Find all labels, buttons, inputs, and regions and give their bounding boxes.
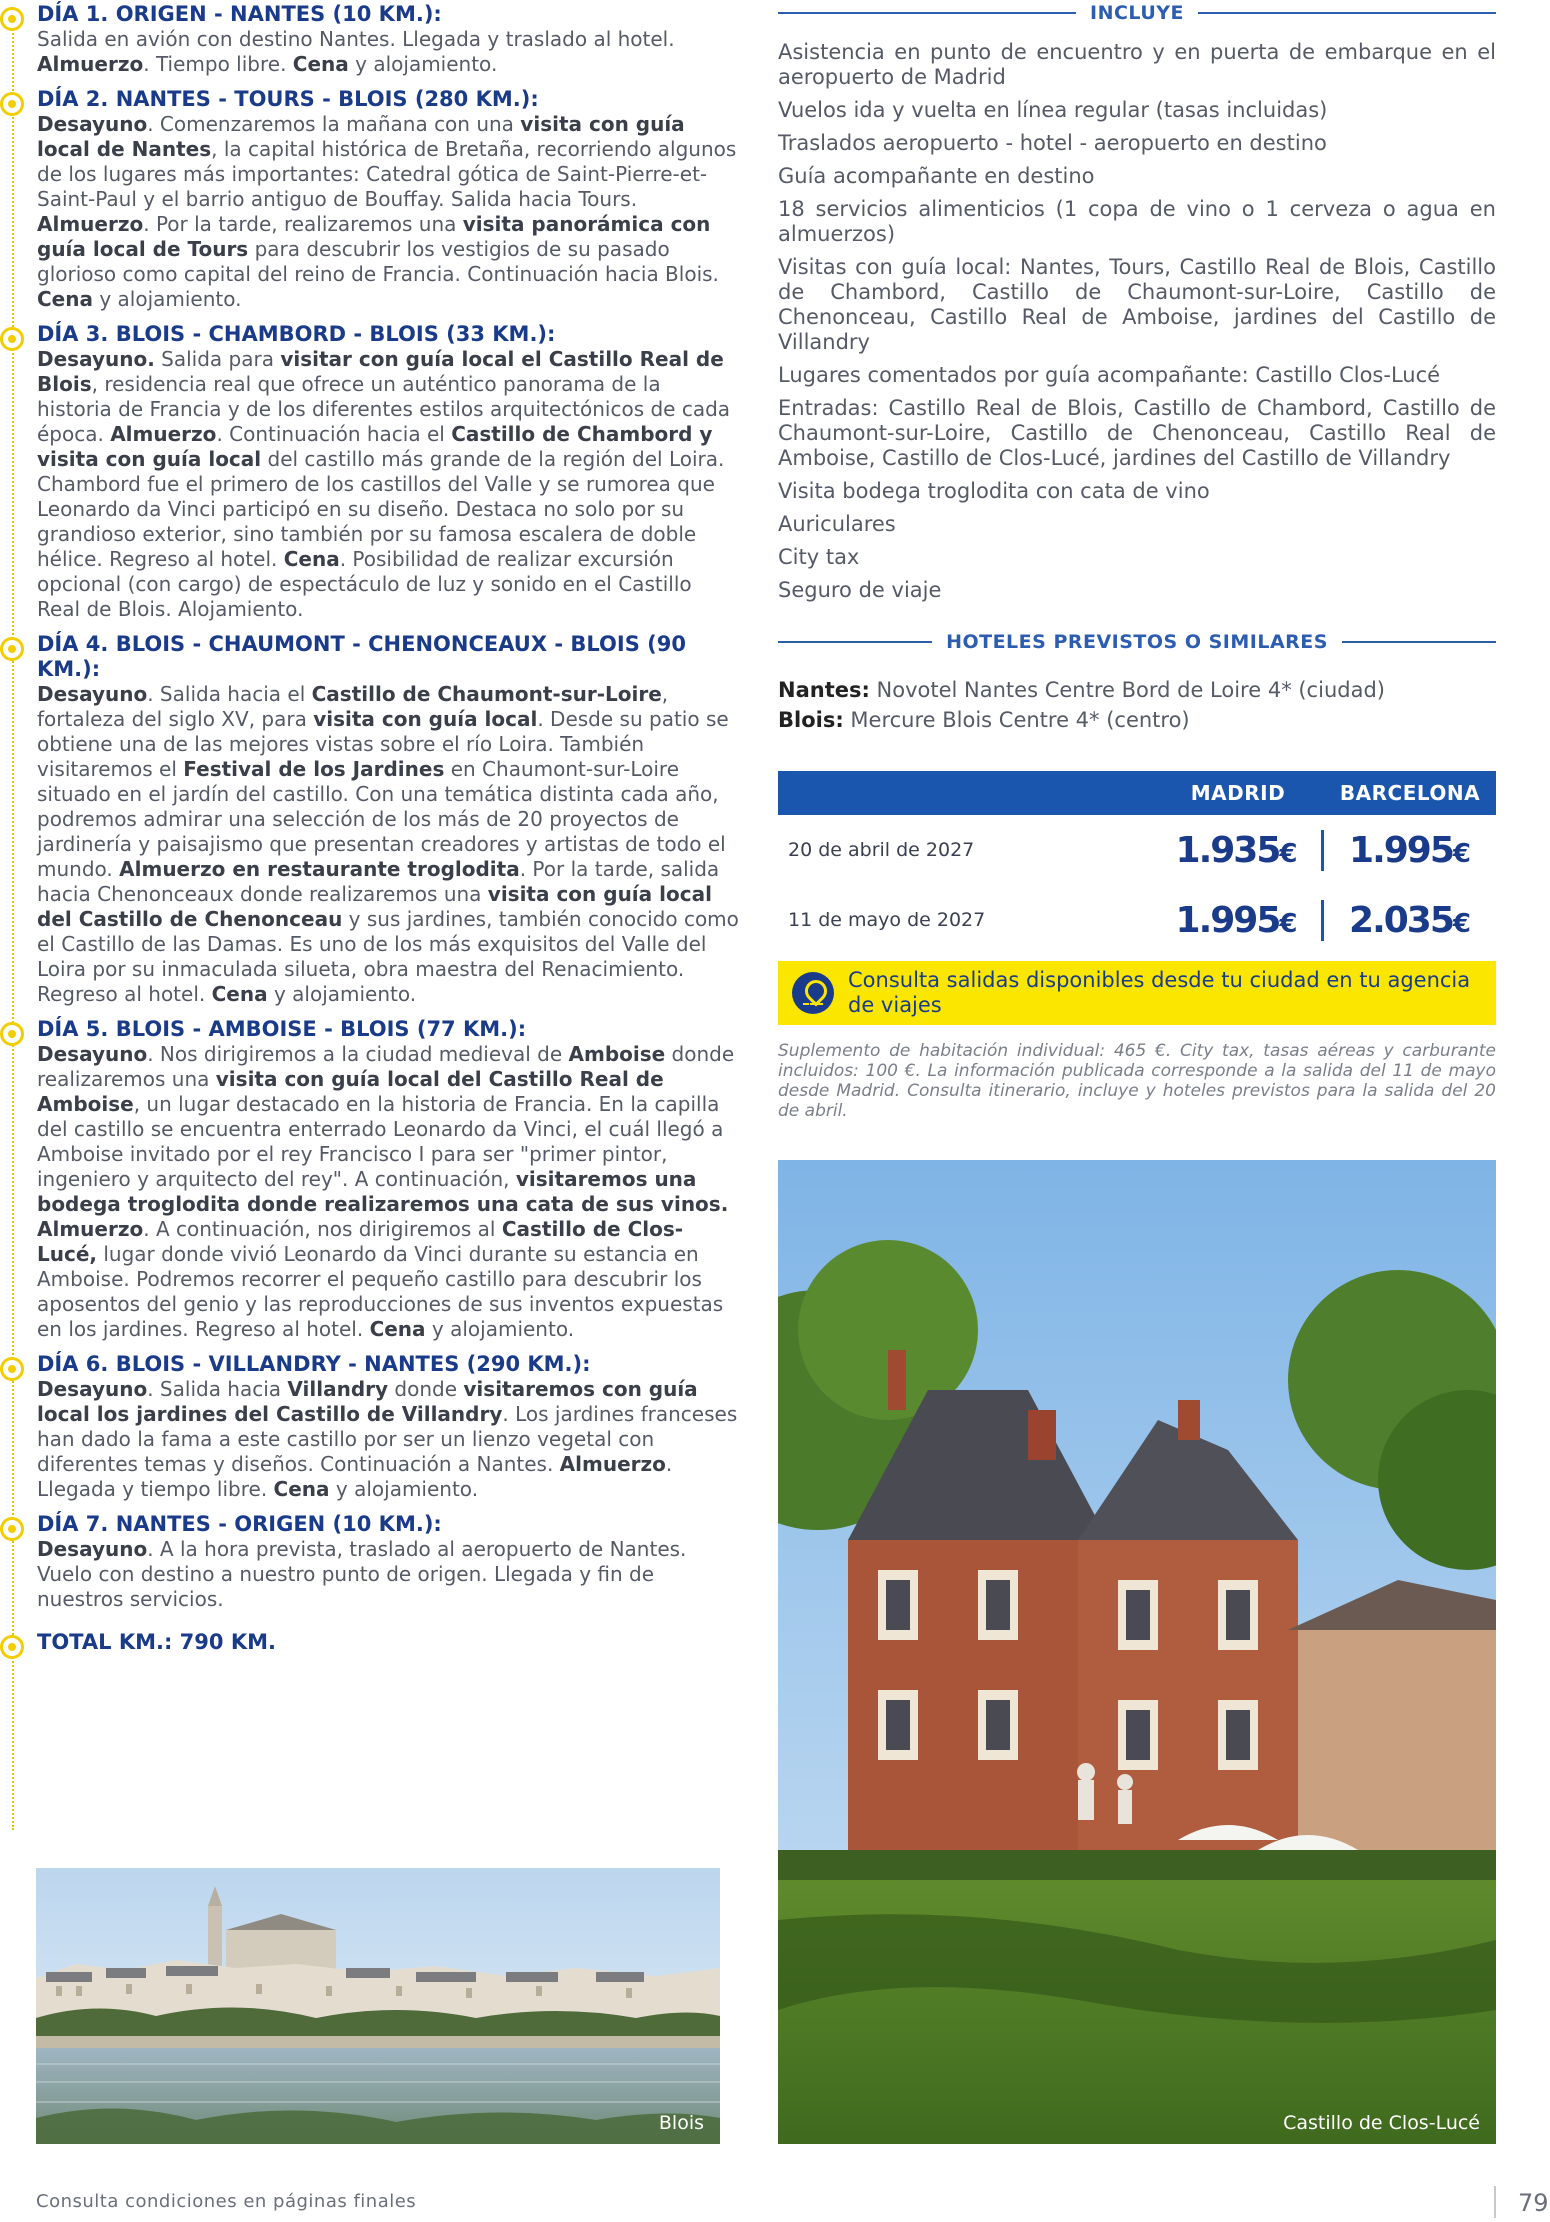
body-text: . A la hora prevista, traslado al aeropuerto de Nantes. Vuelo con destino a nuestro punto de origen. Llegada y fin de nuestros servicios.	[37, 1537, 687, 1611]
body-text: , fortaleza del siglo XV, para	[37, 682, 669, 731]
highlight-text: visita con guía local del Castillo Real de Amboise	[37, 1067, 664, 1116]
hotels-header	[778, 629, 1496, 655]
currency-symbol: €	[1279, 838, 1298, 869]
body-text: , residencia real que ofrece un auténtico panorama de la historia de Francia y de los diferentes estilos arquitectónicos de cada época.	[37, 372, 731, 446]
body-text: en Chaumont-sur-Loire situado en el jardín del castillo. Con una temática distinta cada año, podremos admirar una selección de los más de 20 proyectos de jardinería y paisajismo que presentan creadores y artistas de todo el mundo.	[37, 757, 726, 881]
price-madrid	[1152, 830, 1324, 871]
price-row	[778, 885, 1496, 955]
highlight-text: Castillo de Chambord y visita con guía local	[37, 422, 713, 471]
day-title: DÍA 4. BLOIS - CHAUMONT - CHENONCEAUX - BLOIS (90 KM.):	[37, 632, 686, 681]
body-text: Salida en avión con destino Nantes. Llegada y traslado al hotel.	[37, 27, 675, 51]
highlight-text: Festival de los Jardines	[183, 757, 445, 781]
highlight-text: visita con guía local	[313, 707, 538, 731]
hotel-city: Blois:	[778, 708, 844, 732]
itinerary-day	[0, 322, 740, 622]
highlight-text: Almuerzo	[37, 1217, 144, 1241]
day-description	[37, 1377, 740, 1502]
highlight-text: Cena	[211, 982, 268, 1006]
itinerary-day	[0, 1512, 740, 1612]
price-col-barcelona: BARCELONA	[1339, 781, 1481, 805]
itinerary-day	[0, 2, 740, 77]
timeline-dot-icon	[0, 1022, 24, 1046]
price-col-madrid: MADRID	[1190, 781, 1286, 805]
body-text: . A continuación, nos dirigiremos al	[143, 1217, 502, 1241]
body-text: del castillo más grande de la región del Loira. Chambord fue el primero de los castillos del Valle y se rumorea que Leonardo da Vinci participó en su diseño. Destaca no solo por su grandioso exterior, sino también por su famosa escalera de doble hélice. Regreso al hotel.	[37, 447, 725, 571]
hotel-row	[778, 675, 1496, 705]
blois-photo-caption: Blois	[658, 2112, 704, 2134]
highlight-text: visitar con guía local el Castillo Real de Blois	[37, 347, 724, 396]
price-row	[778, 815, 1496, 885]
currency-symbol: €	[1452, 908, 1471, 939]
location-pin-icon	[792, 972, 834, 1014]
highlight-text: Desayuno.	[37, 347, 155, 371]
body-text: donde	[388, 1377, 464, 1401]
price-rows	[778, 815, 1496, 955]
highlight-text: visita panorámica con guía local de Tours	[37, 212, 711, 261]
highlight-text: Almuerzo en restaurante troglodita	[119, 857, 520, 881]
timeline-dot-icon	[0, 92, 24, 116]
highlight-text: Desayuno	[37, 112, 148, 136]
day-description	[37, 347, 740, 622]
highlight-text: Cena	[273, 1477, 330, 1501]
price-table-header	[778, 771, 1496, 815]
body-text: . Los jardines franceses han dado la fama a este castillo por ser un lienzo vegetal con diferentes temas y diseños. Continuación a Nantes.	[37, 1402, 738, 1476]
info-column	[778, 0, 1496, 2134]
day-title: DÍA 7. NANTES - ORIGEN (10 KM.):	[37, 1512, 442, 1536]
itinerary-days	[0, 2, 740, 1655]
body-text: y alojamiento.	[425, 1317, 575, 1341]
highlight-text: Desayuno	[37, 682, 148, 706]
timeline-dot-icon	[0, 1357, 24, 1381]
include-item: Lugares comentados por guía acompañante: Castillo Clos-Lucé	[778, 363, 1441, 387]
departure-date: 20 de abril de 2027	[788, 839, 975, 861]
footer-conditions: Consulta condiciones en páginas finales	[36, 2191, 417, 2212]
itinerary-day	[0, 87, 740, 312]
body-text: donde realizaremos una	[37, 1042, 735, 1091]
departure-date: 11 de mayo de 2027	[788, 909, 986, 931]
footer-separator	[1494, 2186, 1496, 2218]
highlight-text: Almuerzo	[559, 1452, 666, 1476]
day-description	[37, 1537, 740, 1612]
includes-header	[778, 0, 1496, 26]
itinerary-column	[0, 0, 740, 2134]
hotel-name: Novotel Nantes Centre Bord de Loire 4* (ciudad)	[869, 678, 1385, 702]
body-text: . Nos dirigiremos a la ciudad medieval de	[147, 1042, 569, 1066]
price-value: 1.995	[1175, 899, 1280, 941]
day-description	[37, 112, 740, 312]
day-title: DÍA 1. ORIGEN - NANTES (10 KM.):	[37, 2, 442, 26]
highlight-text: Castillo de Clos-Lucé,	[37, 1217, 684, 1266]
body-text: y alojamiento.	[92, 287, 242, 311]
body-text: . Comenzaremos la mañana con una	[147, 112, 521, 136]
body-text: . Por la tarde, realizaremos una	[143, 212, 463, 236]
highlight-text: Villandry	[287, 1377, 389, 1401]
agency-notice	[778, 961, 1496, 1025]
body-text: , un lugar destacado en la historia de Francia. En la capilla del castillo se encuentra enterrado Leonardo da Vinci, el cuál llegó a Amboise invitado por el rey Francisco I para ser "primer pintor, ingeniero y arquitecto del rey". A continuación,	[37, 1092, 724, 1191]
includes-list	[778, 40, 1496, 603]
price-value: 2.035	[1349, 899, 1453, 941]
highlight-text: Desayuno	[37, 1377, 148, 1401]
hotels-list	[778, 675, 1496, 735]
highlight-text: Almuerzo	[37, 212, 144, 236]
body-text: . Por la tarde, salida hacia Chenonceaux donde realizaremos una	[37, 857, 720, 906]
highlight-text: Desayuno	[37, 1042, 148, 1066]
timeline-dot-icon	[0, 1635, 24, 1659]
highlight-text: Amboise	[568, 1042, 666, 1066]
hotel-name: Mercure Blois Centre 4* (centro)	[843, 708, 1190, 732]
itinerary-day	[0, 1630, 740, 1655]
page-number: 79	[1518, 2189, 1549, 2217]
hotels-heading: HOTELES PREVISTOS O SIMILARES	[946, 631, 1328, 653]
castle-photo	[778, 1160, 1496, 2144]
supplement-note: Suplemento de habitación individual: 465 €. City tax, tasas aéreas y carburante incluidos: 100 €. La información publicada corresponde a la salida del 11 de mayo desde Madrid. Consulta itinerario, incluye y hoteles previstos para la salida del 20 de abril.	[778, 1041, 1496, 1121]
body-text: . Llegada y tiempo libre.	[37, 1452, 673, 1501]
day-title: DÍA 3. BLOIS - CHAMBORD - BLOIS (33 KM.):	[37, 322, 556, 346]
price-barcelona	[1324, 830, 1496, 871]
price-value: 1.935	[1175, 829, 1280, 871]
body-text: . Desde su patio se obtiene una de las mejores vistas sobre el río Loira. También visitaremos el	[37, 707, 729, 781]
hotel-city: Nantes:	[778, 678, 870, 702]
body-text: . Tiempo libre.	[143, 52, 293, 76]
body-text: y alojamiento.	[329, 1477, 479, 1501]
body-text: Salida para	[154, 347, 281, 371]
body-text: . Salida hacia	[147, 1377, 288, 1401]
day-description	[37, 1042, 740, 1342]
include-item: Guía acompañante en destino	[778, 164, 1095, 188]
highlight-text: Castillo de Chaumont-sur-Loire	[311, 682, 662, 706]
timeline-dot-icon	[0, 1517, 24, 1541]
highlight-text: Almuerzo	[37, 52, 144, 76]
agency-notice-text: Consulta salidas disponibles desde tu ciudad en tu agencia de viajes	[848, 968, 1471, 1017]
include-item: Asistencia en punto de encuentro y en puerta de embarque en el aeropuerto de Madrid	[778, 40, 1496, 89]
include-item: Vuelos ida y vuelta en línea regular (tasas incluidas)	[778, 98, 1328, 122]
highlight-text: visita con guía local del Castillo de Chenonceau	[37, 882, 712, 931]
highlight-text: visitaremos una bodega troglodita donde realizaremos una cata de sus vinos.	[37, 1167, 729, 1216]
currency-symbol: €	[1452, 838, 1471, 869]
body-text: para descubrir los vestigios de su pasado glorioso como capital del reino de Francia. Continuación hacia Blois.	[37, 237, 719, 286]
body-text: , la capital histórica de Bretaña, recorriendo algunos de los lugares más importantes: Catedral gótica de Saint-Pierre-et-Saint-Paul y el barrio antiguo de Bouffay. Salida hacia Tours.	[37, 137, 737, 211]
highlight-text: Cena	[283, 547, 340, 571]
body-text: . Posibilidad de realizar excursión opcional (con cargo) de espectáculo de luz y sonido en el Castillo Real de Blois. Alojamiento.	[37, 547, 692, 621]
price-value: 1.995	[1349, 829, 1453, 871]
blois-photo	[36, 1868, 720, 2144]
include-item: 18 servicios alimenticios (1 copa de vino o 1 cerveza o agua en almuerzos)	[778, 197, 1496, 246]
itinerary-day	[0, 1017, 740, 1342]
day-title: DÍA 6. BLOIS - VILLANDRY - NANTES (290 KM.):	[37, 1352, 591, 1376]
include-item: Visitas con guía local: Nantes, Tours, Castillo Real de Blois, Castillo de Chambord, Castillo de Chaumont-sur-Loire, Castillo de Chenonceau, Castillo Real de Amboise, jardines del Castillo de Villandry	[778, 255, 1496, 354]
body-text: . Continuación hacia el	[216, 422, 452, 446]
timeline-dot-icon	[0, 637, 24, 661]
include-item: Visita bodega troglodita con cata de vino	[778, 479, 1210, 503]
itinerary-day	[0, 1352, 740, 1502]
day-description	[37, 682, 740, 1007]
highlight-text: visitaremos con guía local los jardines del Castillo de Villandry	[37, 1377, 698, 1426]
blois-cityscape-image	[36, 1868, 720, 2144]
price-madrid	[1152, 900, 1324, 941]
day-title: DÍA 5. BLOIS - AMBOISE - BLOIS (77 KM.):	[37, 1017, 527, 1041]
clos-luce-castle-image	[778, 1160, 1496, 2144]
day-title: TOTAL KM.: 790 KM.	[37, 1630, 276, 1654]
highlight-text: Cena	[369, 1317, 426, 1341]
body-text: lugar donde vivió Leonardo da Vinci durante su estancia en Amboise. Podremos recorrer el pequeño castillo para descubrir los aposentos del genio y las reproducciones de sus inventos expuestas en los jardines. Regreso al hotel.	[37, 1242, 724, 1341]
body-text: y sus jardines, también conocido como el Castillo de las Damas. Es uno de los más exquisitos del Valle del Loira por su inmaculada silueta, obra maestra del Renacimiento. Regreso al hotel.	[37, 907, 739, 1006]
highlight-text: Desayuno	[37, 1537, 148, 1561]
body-text: y alojamiento.	[348, 52, 498, 76]
highlight-text: Cena	[37, 287, 93, 311]
hotel-row	[778, 705, 1496, 735]
currency-symbol: €	[1279, 908, 1298, 939]
include-item: Seguro de viaje	[778, 578, 942, 602]
price-barcelona	[1324, 900, 1496, 941]
include-item: Auriculares	[778, 512, 896, 536]
itinerary-day	[0, 632, 740, 1007]
day-title: DÍA 2. NANTES - TOURS - BLOIS (280 KM.):	[37, 87, 539, 111]
highlight-text: visita con guía local de Nantes	[37, 112, 685, 161]
day-description	[37, 27, 740, 77]
highlight-text: Almuerzo	[110, 422, 217, 446]
include-item: City tax	[778, 545, 860, 569]
includes-heading: INCLUYE	[1090, 2, 1185, 24]
castle-photo-caption: Castillo de Clos-Lucé	[1283, 2112, 1480, 2134]
highlight-text: Cena	[292, 52, 349, 76]
timeline-dot-icon	[0, 327, 24, 351]
body-text: y alojamiento.	[267, 982, 417, 1006]
body-text: . Salida hacia el	[147, 682, 312, 706]
include-item: Entradas: Castillo Real de Blois, Castillo de Chambord, Castillo de Chaumont-sur-Loire, Castillo de Chenonceau, Castillo Real de Amboise, Castillo de Clos-Lucé, jardines del Castillo de Villandry	[778, 396, 1496, 470]
timeline-dot-icon	[0, 7, 24, 31]
price-table	[778, 771, 1496, 955]
include-item: Traslados aeropuerto - hotel - aeropuerto en destino	[778, 131, 1327, 155]
